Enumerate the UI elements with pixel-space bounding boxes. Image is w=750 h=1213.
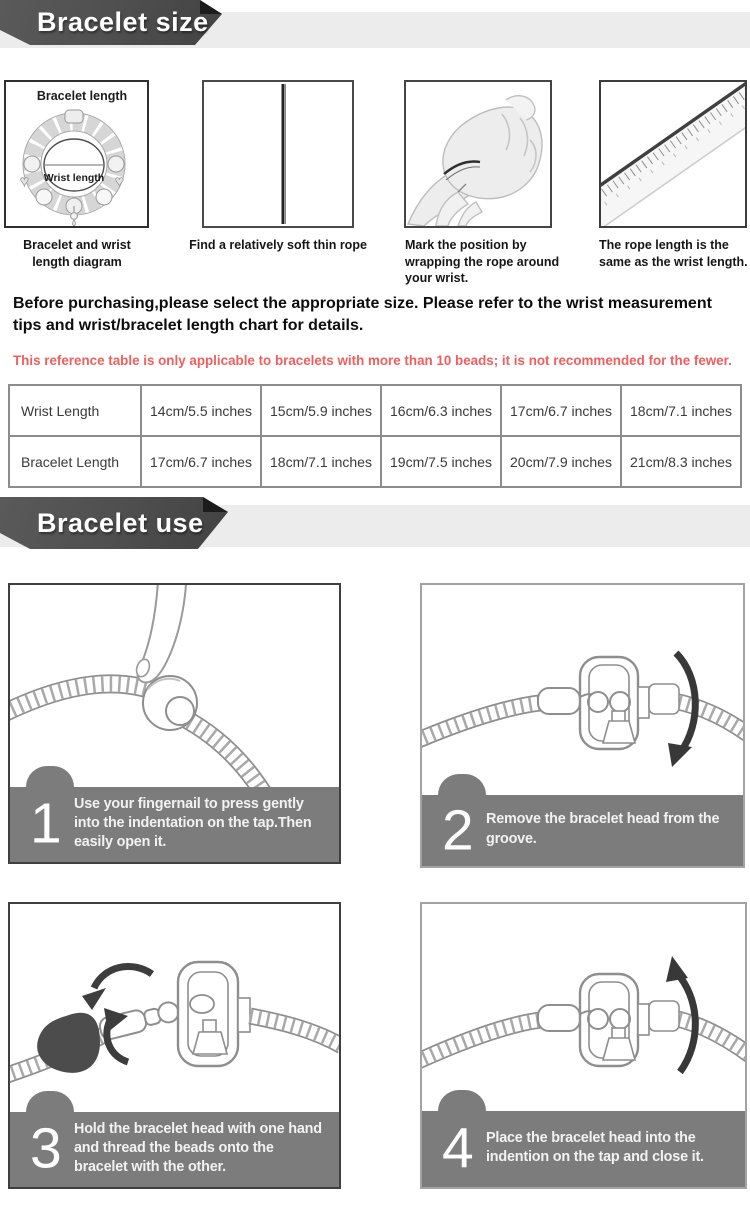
step-2-illustration xyxy=(422,585,743,797)
step-text: Place the bracelet head into the indention on the tap and close it. xyxy=(486,1129,704,1165)
rope-panel xyxy=(202,80,354,228)
step-panel-2 xyxy=(420,583,745,868)
step-panel-3 xyxy=(8,902,341,1189)
caption-bracelet-diagram: Bracelet and wrist length diagram xyxy=(23,238,131,269)
caption-wrist-measure: Mark the position by wrapping the rope around your wrist. xyxy=(405,238,560,285)
svg-text:♥: ♥ xyxy=(20,173,29,190)
ribbon-shape xyxy=(0,494,230,549)
step-number: 1 xyxy=(30,791,62,856)
size-chart-table xyxy=(8,384,742,488)
section-title-use: Bracelet use xyxy=(37,508,204,538)
table-cell: 15cm/5.9 inches xyxy=(261,385,381,436)
step-number: 2 xyxy=(442,798,474,862)
step-number: 3 xyxy=(30,1116,62,1181)
step-panel-1 xyxy=(8,583,341,864)
table-cell: 17cm/6.7 inches xyxy=(501,385,621,436)
step-number: 4 xyxy=(442,1116,474,1181)
svg-text:♥: ♥ xyxy=(115,173,124,190)
table-cell: 21cm/8.3 inches xyxy=(621,436,741,487)
table-cell: 17cm/6.7 inches xyxy=(141,436,261,487)
step-text: Hold the bracelet head with one hand and thread the beads onto the bracelet with the other. xyxy=(74,1120,322,1175)
step-4-caption-bar xyxy=(422,1111,745,1187)
step-panel-4 xyxy=(420,902,747,1189)
step-1-illustration xyxy=(10,585,339,797)
step-text: Use your fingernail to press gently into the indentation on the tap.Then easily open it. xyxy=(74,795,312,850)
table-cell: 16cm/6.3 inches xyxy=(381,385,501,436)
bracelet-size-banner xyxy=(0,0,750,50)
table-row-wrist xyxy=(9,385,741,436)
row-header-bracelet: Bracelet Length xyxy=(9,436,141,487)
step-3-illustration xyxy=(10,904,339,1117)
table-cell: 19cm/7.5 inches xyxy=(381,436,501,487)
size-selection-note: Before purchasing,please select the appropriate size. Please refer to the wrist measurement tips and wrist/bracelet length chart for details. xyxy=(13,295,712,334)
wrist-measure-panel xyxy=(404,80,552,228)
table-cell: 20cm/7.9 inches xyxy=(501,436,621,487)
step-2-caption-bar xyxy=(422,795,743,866)
bracelet-use-banner xyxy=(0,494,750,550)
reference-table-warning: This reference table is only applicable to bracelets with more than 10 beads; it is not recommended for the fewer. xyxy=(13,353,732,368)
table-cell: 18cm/7.1 inches xyxy=(261,436,381,487)
rope-illustration xyxy=(204,82,352,226)
bracelet-length-label: Bracelet length xyxy=(36,89,128,103)
caption-ruler: The rope length is the same as the wrist length. xyxy=(599,238,748,269)
bracelet-diagram-panel xyxy=(4,80,149,228)
section-title-size: Bracelet size xyxy=(37,7,209,37)
step-4-illustration xyxy=(422,904,745,1115)
wrist-length-label: Wrist length xyxy=(43,172,105,184)
row-header-wrist: Wrist Length xyxy=(9,385,141,436)
table-cell: 14cm/5.5 inches xyxy=(141,385,261,436)
ribbon-shape xyxy=(0,0,226,45)
ruler-illustration xyxy=(601,82,745,226)
ribbon-fold-triangle xyxy=(203,497,228,512)
caption-rope: Find a relatively soft thin rope xyxy=(189,238,367,252)
step-text: Remove the bracelet head from the groove. xyxy=(486,811,720,847)
table-cell: 18cm/7.1 inches xyxy=(621,385,741,436)
bracelet-diagram-illustration xyxy=(6,82,147,226)
wrist-measure-illustration xyxy=(406,82,550,226)
step-3-caption-bar xyxy=(10,1112,339,1187)
ruler-panel xyxy=(599,80,747,228)
step-1-caption-bar xyxy=(10,787,339,862)
table-row-bracelet xyxy=(9,436,741,487)
